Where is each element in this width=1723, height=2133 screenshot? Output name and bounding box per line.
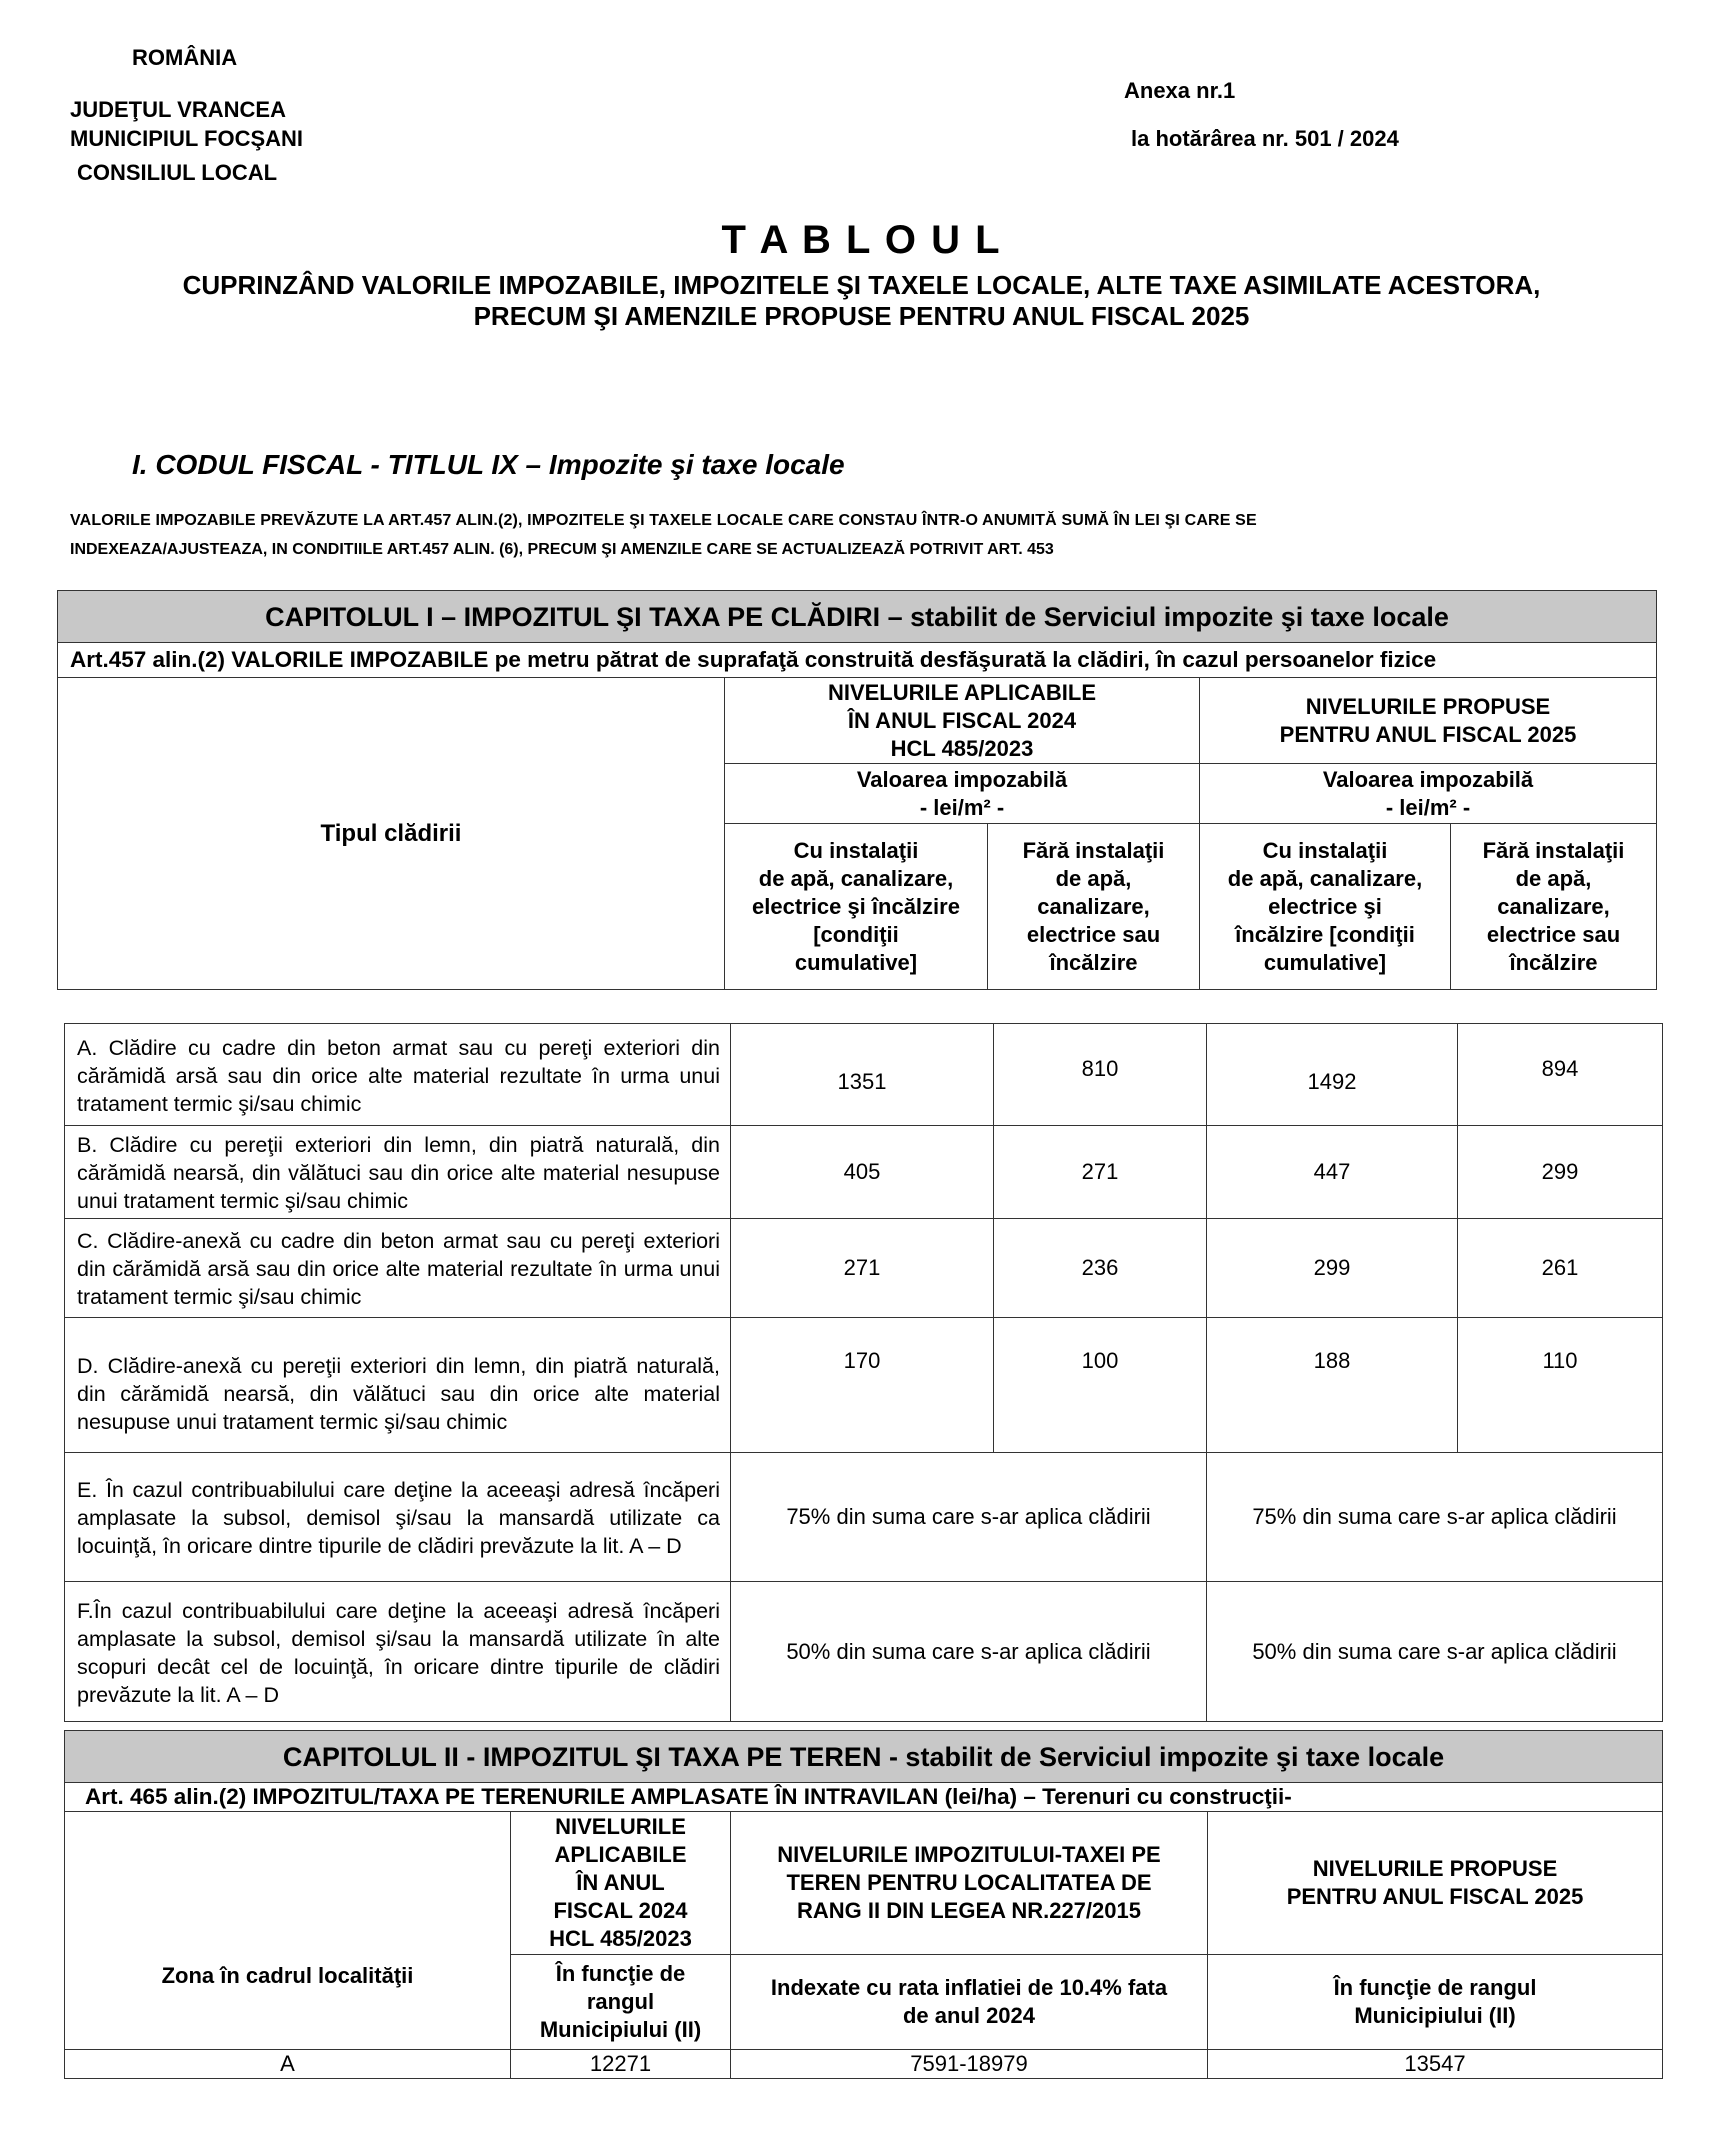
row-a-v2025-without: 894 (1458, 1024, 1663, 1126)
chapter2-table (64, 1730, 1663, 2079)
chapter2-title: CAPITOLUL II - IMPOZITUL ŞI TAXA PE TEREN - stabilit de Serviciul impozite şi taxe locale (65, 1731, 1663, 1783)
country-label: ROMÂNIA (132, 45, 238, 70)
with-install-2025: Cu instalaţii de apă, canalizare, electrice şi încălzire [condiţii cumulative] (1200, 824, 1451, 990)
col-zone: Zona în cadrul localităţii (65, 1812, 511, 2050)
row-d-v2025-with: 188 (1207, 1318, 1458, 1453)
ch2-sub-law: Indexate cu rata inflatiei de 10.4% fata de anul 2024 (731, 1955, 1208, 2050)
row-c-desc: C. Clădire-anexă cu cadre din beton armat sau cu pereţi exteriori din cărămidă arsă sau din orice alte material rezultate în urma unui tratament termic şi/sau chimic (65, 1219, 731, 1318)
ch2-sub-2025: În funcţie de rangul Municipiului (II) (1208, 1955, 1663, 2050)
row-f-v2024: 50% din suma care s-ar aplica clădirii (731, 1582, 1207, 1722)
row-c-v2025-without: 261 (1458, 1219, 1663, 1318)
row-f-desc: F.În cazul contribuabilului care deţine la aceeaşi adresă încăperi amplasate la subsol, demisol şi/sau la mansardă utilizate în alte scopuri decât cel de locuinţă, în oricare dintre tipurile de clădiri prevăzute la lit. A – D (65, 1582, 731, 1722)
row-e-v2024: 75% din suma care s-ar aplica clădirii (731, 1453, 1207, 1582)
row-d-desc: D. Clădire-anexă cu pereţii exteriori din lemn, din piatră naturală, din cărămidă nearsă, din vălătuci sau din orice alte material nesupuse unui tratament termic şi/sau chimic (65, 1318, 731, 1453)
ch2-zone-cell: A (65, 2050, 511, 2079)
row-b-v2024-without: 271 (994, 1126, 1207, 1219)
municipality-label: MUNICIPIUL FOCŞANI (70, 126, 304, 151)
section-heading: I. CODUL FISCAL - TITLUL IX – Impozite şi taxe locale (132, 449, 845, 480)
council-label: CONSILIUL LOCAL (77, 160, 278, 185)
table-row (65, 1126, 1663, 1219)
document-title: T A B L O U L (721, 218, 1002, 262)
without-install-2025: Fără instalaţii de apă, canalizare, electrice sau încălzire (1451, 824, 1657, 990)
section-intro-line2: INDEXEAZA/AJUSTEAZA, IN CONDITIILE ART.457 ALIN. (6), PRECUM ŞI AMENZILE CARE SE ACTUALIZEAZĂ POTRIVIT ART. 453 (70, 541, 1054, 558)
row-c-v2025-with: 299 (1207, 1219, 1458, 1318)
row-e-v2025: 75% din suma care s-ar aplica clădirii (1207, 1453, 1663, 1582)
table-row (65, 1024, 1663, 1126)
document-subtitle-line2: PRECUM ŞI AMENZILE PROPUSE PENTRU ANUL FISCAL 2025 (473, 301, 1250, 331)
without-install-2024: Fără instalaţii de apă, canalizare, electrice sau încălzire (988, 824, 1200, 990)
row-d-v2025-without: 110 (1458, 1318, 1663, 1453)
row-a-desc: A. Clădire cu cadre din beton armat sau cu pereţi exteriori din cărămidă arsă sau din orice alte material rezultate în urma unui tratament termic şi/sau chimic (65, 1024, 731, 1126)
chapter1-data-table (64, 1023, 1663, 1722)
col-building-type: Tipul clădirii (58, 678, 725, 990)
ch2-sub-2024: În funcţie de rangul Municipiului (II) (511, 1955, 731, 2050)
row-a-v2024-without: 810 (994, 1024, 1207, 1126)
table-row (65, 1219, 1663, 1318)
chapter1-article: Art.457 alin.(2) VALORILE IMPOZABILE pe metru pătrat de suprafaţă construită desfăşurată la clădiri, în cazul persoanelor fizice (58, 643, 1657, 678)
row-d-v2024-without: 100 (994, 1318, 1207, 1453)
ch2-col-levels-2024: NIVELURILE APLICABILE ÎN ANUL FISCAL 2024 HCL 485/2023 (511, 1812, 731, 1955)
table-row (65, 1582, 1663, 1722)
row-a-v2025-with: 1492 (1207, 1024, 1458, 1126)
annex-label: Anexa nr.1 (1124, 78, 1236, 103)
table-row (65, 2050, 1663, 2079)
row-a-v2024-with: 1351 (731, 1024, 994, 1126)
row-b-v2025-with: 447 (1207, 1126, 1458, 1219)
row-b-v2025-without: 299 (1458, 1126, 1663, 1219)
county-label: JUDEŢUL VRANCEA (70, 97, 286, 122)
ch2-v2024-cell: 12271 (511, 2050, 731, 2079)
row-f-v2025: 50% din suma care s-ar aplica clădirii (1207, 1582, 1663, 1722)
chapter1-header-table (57, 590, 1657, 990)
ch2-col-levels-2025: NIVELURILE PROPUSE PENTRU ANUL FISCAL 2025 (1208, 1812, 1663, 1955)
row-b-v2024-with: 405 (731, 1126, 994, 1219)
table-row (65, 1453, 1663, 1582)
ch2-law-cell: 7591-18979 (731, 2050, 1208, 2079)
row-b-desc: B. Clădire cu pereţii exteriori din lemn, din piatră naturală, din cărămidă nearsă, din vălătuci sau din orice alte material nesupuse unui tratament termic şi/sau chimic (65, 1126, 731, 1219)
row-c-v2024-without: 236 (994, 1219, 1207, 1318)
decision-label: la hotărârea nr. 501 / 2024 (1131, 126, 1399, 151)
chapter1-title: CAPITOLUL I – IMPOZITUL ŞI TAXA PE CLĂDIRI – stabilit de Serviciul impozite şi taxe locale (58, 591, 1657, 643)
table-row (65, 1318, 1663, 1453)
chapter2-article: Art. 465 alin.(2) IMPOZITUL/TAXA PE TERENURILE AMPLASATE ÎN INTRAVILAN (lei/ha) – Terenuri cu construcţii- (65, 1783, 1663, 1812)
ch2-col-law-levels: NIVELURILE IMPOZITULUI-TAXEI PE TEREN PENTRU LOCALITATEA DE RANG II DIN LEGEA NR.227/2015 (731, 1812, 1208, 1955)
document-subtitle-line1: CUPRINZÂND VALORILE IMPOZABILE, IMPOZITELE ŞI TAXELE LOCALE, ALTE TAXE ASIMILATE ACESTORA, (182, 270, 1541, 300)
value-label-2024: Valoarea impozabilă - lei/m² - (725, 764, 1200, 824)
value-label-2025: Valoarea impozabilă - lei/m² - (1200, 764, 1657, 824)
row-e-desc: E. În cazul contribuabilului care deţine la aceeaşi adresă încăperi amplasate la subsol, demisol şi/sau la mansardă utilizate ca locuinţă, în oricare dintre tipurile de clădiri prevăzute la lit. A – D (65, 1453, 731, 1582)
with-install-2024: Cu instalaţii de apă, canalizare, electrice şi încălzire [condiţii cumulative] (725, 824, 988, 990)
section-intro-line1: VALORILE IMPOZABILE PREVĂZUTE LA ART.457 ALIN.(2), IMPOZITELE ŞI TAXELE LOCALE CARE CONSTAU ÎNTR-O ANUMITĂ SUMĂ ÎN LEI ŞI CARE SE (70, 512, 1257, 529)
ch2-v2025-cell: 13547 (1208, 2050, 1663, 2079)
row-c-v2024-with: 271 (731, 1219, 994, 1318)
col-levels-2024: NIVELURILE APLICABILE ÎN ANUL FISCAL 2024 HCL 485/2023 (725, 678, 1200, 764)
row-d-v2024-with: 170 (731, 1318, 994, 1453)
col-levels-2025: NIVELURILE PROPUSE PENTRU ANUL FISCAL 2025 (1200, 678, 1657, 764)
